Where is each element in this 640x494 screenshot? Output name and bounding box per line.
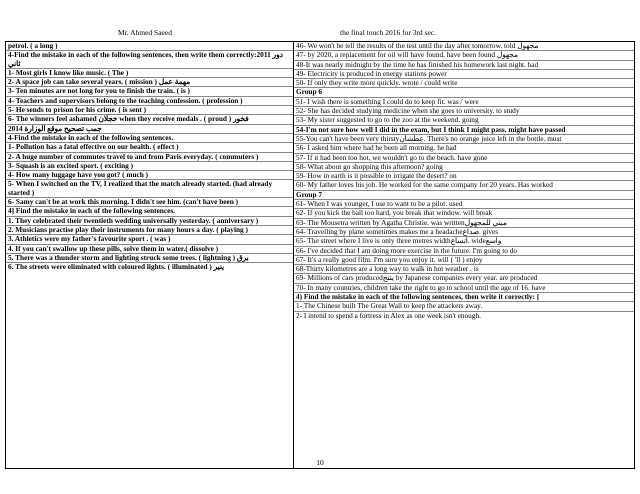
sentence-row: petrol. ( a long ) (6, 42, 293, 51)
author-name: Mr. Ahmed Saeed (118, 28, 172, 37)
sentence-row: 69- Millions of cars producedينتج by Japanese companies every year. are produced (294, 274, 634, 283)
sentence-row: 6. The streets were eliminated with coloured lights. ( illuminated ) ينير (8, 263, 225, 272)
sentence-row: 61- When I was younger, I use to want to be a pilot. used (294, 200, 634, 209)
sentence-row: 2- I intend to spend a fortress in Alex as one week isn't enough. (296, 311, 481, 320)
sentence-row: 46- We won't be tell the results of the test until the day after tomorrow. told مجهول (294, 42, 634, 51)
sentence-row: 1. They celebrated their twentieth wedding universally yesterday. ( anniversary ) (6, 217, 293, 226)
sentence-row: 58- What about go shopping this afternoon? going (294, 163, 634, 172)
sentence-row: Group 7 (294, 191, 634, 200)
sentence-row: 3- Squash is an excited sport. ( exciting ) (6, 162, 293, 171)
sentence-row: 65- The street where I live is only three metres widthاتساع. wideواسع (294, 237, 634, 246)
sentence-row: 4. If you can't swallow up these pills, solve them in water.( dissolve ) (6, 245, 293, 254)
sentence-row: 1- The Chinese built The Great Wall to keep the attackers away. (294, 302, 634, 311)
sentence-row: 51- I wish there is something I could do to keep fit. was / were (294, 98, 634, 107)
sentence-row: 63- The Mousetra written by Agatha Christie. was writtenمبني للمجهول (294, 219, 634, 228)
sentence-row: 5. There was a thunder storm and lighting struck some trees. ( lightning ) برق (6, 254, 293, 263)
sentence-row: 4-Find the mistake in each of the following sentences. (6, 134, 293, 143)
sentence-row: 6- The winners feel ashamed خجلان when they receive medals . ( proud ) فخور (6, 115, 293, 124)
sentence-row: 4-Find the mistake in each of the following sentences, then write them correctly:2011 دور ثاني (6, 51, 293, 69)
sentence-row: 54-I'm not sure how well I did in the exam, but I think I might pass. might have passed (294, 126, 634, 135)
sentence-row: 62- If you kick the ball too hard, you break that window. will break (294, 209, 634, 218)
sentence-row: 5- When I switched on the TV, I realized that the match already started. (had already started ) (6, 180, 293, 198)
sentence-row: 2- A space job can take several years. ( mission ) مهمة عمل (6, 78, 293, 87)
sentence-row: 55-You can't have been very thirstyعطشان. There's no orange juice left in the bottle. must (294, 135, 634, 144)
sentence-row: 59- How in earth is it possible to irrigate the desert? on (294, 172, 634, 181)
sentence-row: 2014 جمب تصحيح موقع الوزارة (6, 125, 293, 134)
sentence-row: 3- Ten minutes are not long for you to finish the train. ( is ) (6, 87, 293, 96)
left-column (6, 42, 294, 468)
sentence-row: 4- How many luggage have you got? ( much ) (6, 171, 293, 180)
sentence-row: 5- He sends to prison for his crime. ( is sent ) (6, 106, 293, 115)
sentence-row: 70- In many countries, children take the right to go to school until the age of 16. have (294, 284, 634, 293)
sentence-row: 50- If only they write more quickly. wrote / could write (294, 79, 634, 88)
sentence-row: 48-It was nearly midnight by the time he has finished his homework last night. had (294, 61, 634, 70)
worksheet-table (5, 41, 635, 469)
sentence-row: 4- Teachers and supervisors belong to the teaching confession. ( profession ) (6, 97, 293, 106)
sentence-row: 3. Athletics were my father's favourite sport . ( was ) (6, 235, 293, 244)
sentence-row: 64- Travelling by plane sometimes makes me a headacheصداع. gives (294, 228, 634, 237)
sentence-row: 57- If it had been too hot, we wouldn't go to the beach. have gone (294, 154, 634, 163)
document-title: the final touch 2016 for 3rd sec. (340, 28, 437, 37)
sentence-row: 67- It's a really good film. I'm sure you enjoy it. will ( 'll ) enjoy (294, 256, 634, 265)
sentence-row: 68-Thirty kilometres are a long way to walk in hot weather . is (294, 265, 634, 274)
sentence-row: 52- She has decided studying medicine when she goes to university. to study (294, 107, 634, 116)
sentence-row: 49- Electricity is produced in energy stations power (294, 70, 634, 79)
sentence-row: 66- I've decided that I am doing more exercise in the future. I'm going to do (294, 247, 634, 256)
page-number: 10 (316, 458, 324, 467)
sentence-row: 53- My sister suggested to go to the zoo at the weekend. going (294, 116, 634, 125)
sentence-row: 6- Samy can't be at work this morning. I didn't see him. (can't have been ) (6, 198, 293, 207)
sentence-row: 2- A huge number of commutes travel to and from Paris everyday. ( commuters ) (6, 153, 293, 162)
sentence-row: 47- by 2020, a replacement for oil will have found. have been found مجهول (294, 51, 634, 60)
sentence-row: 56- I asked him where had he been all morning. he had (294, 144, 634, 153)
sentence-row: Group 6 (294, 88, 634, 97)
sentence-row: 60- My father loves his job. He worked for the same company for 20 years. Has worked (294, 181, 634, 190)
sentence-row: 1- Pollution has a fatal effective on our health. ( effect ) (6, 143, 293, 152)
sentence-row: 4] Find the mistake in each of the following sentences. (6, 207, 293, 216)
sentence-row: 1- Most girls I know like music. ( The ) (6, 69, 293, 78)
sentence-row: 2. Musicians practise play their instruments for many hours a day. ( playing ) (6, 226, 293, 235)
sentence-row: 4) Find the mistake in each of the following sentences, then write it correctly: [ (294, 293, 634, 302)
right-column (294, 42, 634, 468)
